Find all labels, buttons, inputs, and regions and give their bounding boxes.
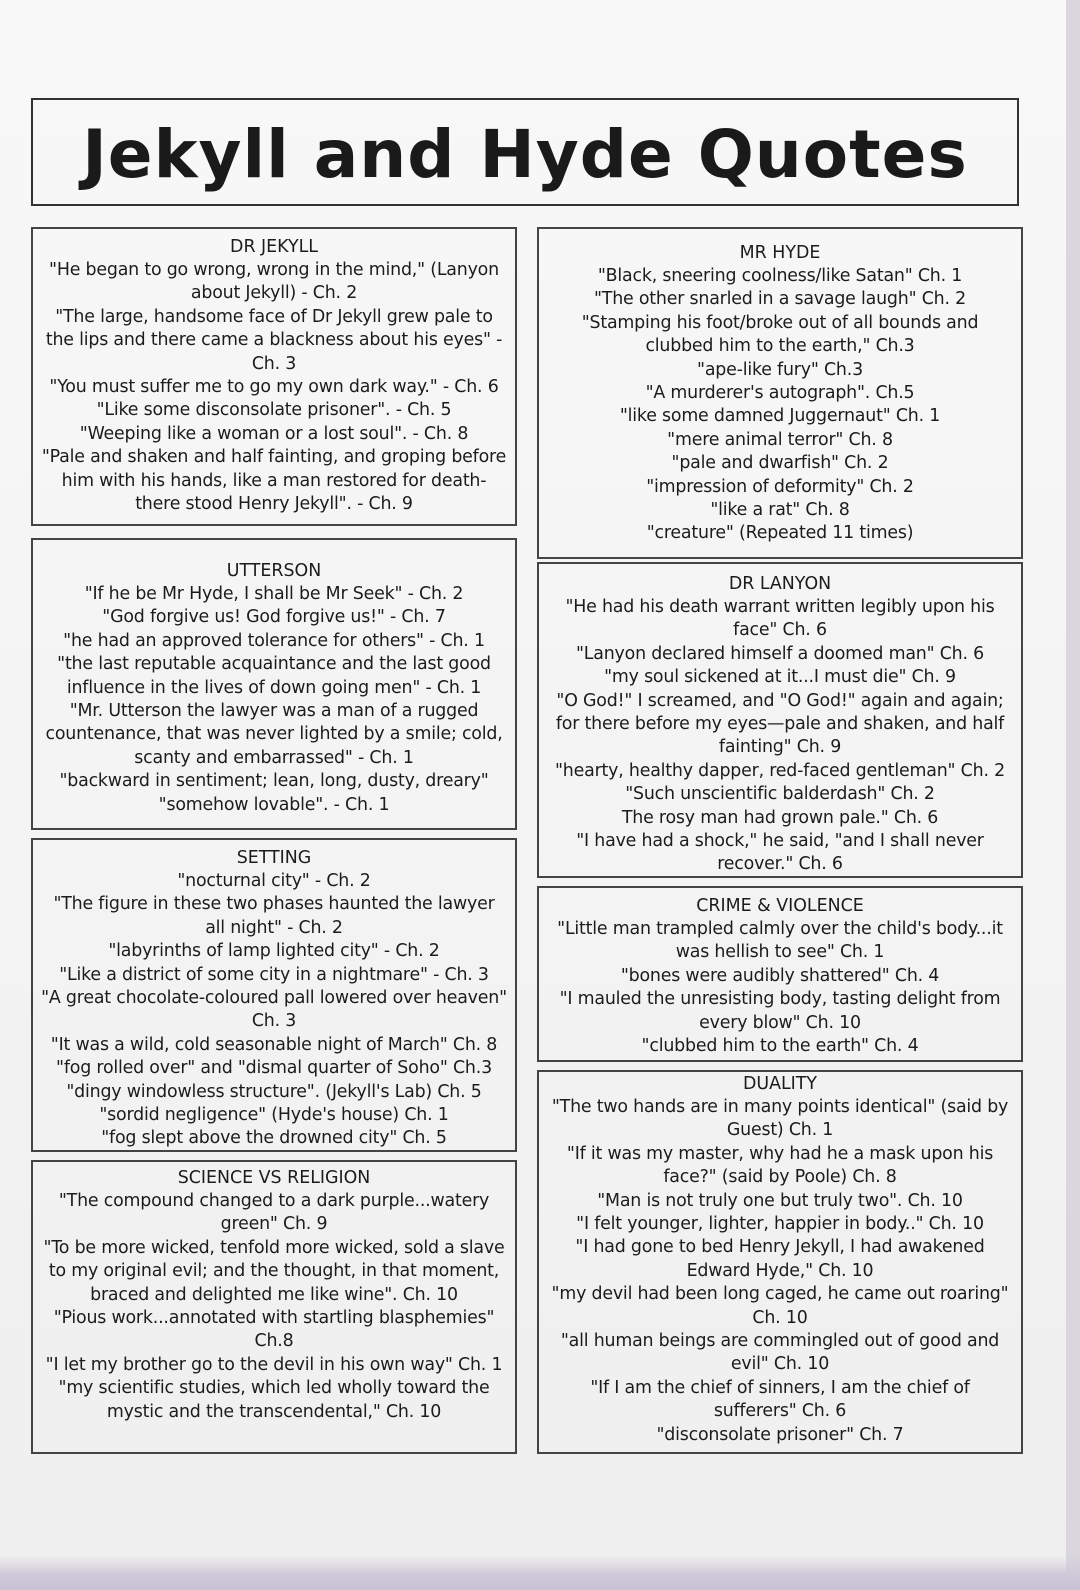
quote-line: "The two hands are in many points identical" (said by Guest) Ch. 1: [551, 1097, 1009, 1141]
quote-line: "Stamping his foot/broke out of all bounds and clubbed him to the earth," Ch.3: [581, 312, 979, 357]
section-heading: UTTERSON: [226, 561, 322, 581]
quote-line: "dingy windowless structure". (Jekyll's Lab) Ch. 5: [66, 1081, 482, 1102]
quote-line: "It was a wild, cold seasonable night of March" Ch. 8: [50, 1034, 498, 1055]
quote-line: "fog rolled over" and "dismal quarter of Soho" Ch.3: [56, 1058, 492, 1079]
section-mr-hyde: [537, 227, 1023, 559]
quote-line: "Lanyon declared himself a doomed man" Ch. 6: [575, 643, 985, 664]
quote-line: "mere animal terror" Ch. 8: [667, 429, 893, 450]
quote-line: "I had gone to bed Henry Jekyll, I had awakened Edward Hyde," Ch. 10: [575, 1237, 985, 1281]
quote-line: "somehow lovable". - Ch. 1: [158, 794, 390, 815]
page-title: Jekyll and Hyde Quotes: [82, 115, 968, 193]
quote-line: "To be more wicked, tenfold more wicked, sold a slave to my original evil; and the thought, in that moment, braced and delighted me like wine". Ch. 10: [43, 1237, 505, 1305]
quote-line: "The compound changed to a dark purple...watery green" Ch. 9: [58, 1191, 490, 1235]
page-bottom-shadow: [0, 1555, 1080, 1590]
quote-line: "O God!" I screamed, and "O God!" again and again; for there before my eyes—pale and shaken, and half fainting" Ch. 9: [555, 690, 1005, 758]
quote-line: "Like a district of some city in a nightmare" - Ch. 3: [59, 964, 489, 985]
quote-line: "The figure in these two phases haunted the lawyer all night" - Ch. 2: [53, 894, 495, 938]
quote-line: "Pious work...annotated with startling blasphemies" Ch.8: [53, 1308, 495, 1352]
section-dr-lanyon: [537, 562, 1023, 878]
quote-line: "I have had a shock," he said, "and I shall never recover." Ch. 6: [576, 831, 984, 875]
quote-line: "ape-like fury" Ch.3: [697, 359, 863, 380]
quote-line: "The other snarled in a savage laugh" Ch. 2: [594, 289, 966, 310]
quote-line: "my soul sickened at it...I must die" Ch. 9: [604, 667, 956, 688]
quote-line: "If he be Mr Hyde, I shall be Mr Seek" - Ch. 2: [84, 584, 464, 604]
quote-line: The rosy man had grown pale." Ch. 6: [621, 807, 939, 828]
section-dr-jekyll: [31, 227, 517, 526]
quote-line: "backward in sentiment; lean, long, dusty, dreary": [59, 771, 489, 792]
section-heading: CRIME & VIOLENCE: [696, 896, 864, 916]
quote-line: "God forgive us! God forgive us!" - Ch. 7: [102, 607, 446, 628]
quote-line: "A murderer's autograph". Ch.5: [645, 383, 915, 404]
quote-line: "Mr. Utterson the lawyer was a man of a rugged countenance, that was never lighted by a smile; cold, scanty and embarrassed" - Ch. 1: [45, 701, 503, 768]
title-box: [31, 98, 1019, 206]
quote-line: "I felt younger, lighter, happier in body.." Ch. 10: [576, 1214, 984, 1235]
quote-line: "impression of deformity" Ch. 2: [646, 476, 914, 497]
quote-line: "clubbed him to the earth" Ch. 4: [641, 1036, 919, 1057]
quote-line: "He began to go wrong, wrong in the mind," (Lanyon about Jekyll) - Ch. 2: [49, 260, 499, 304]
section-heading: SCIENCE VS RELIGION: [177, 1168, 371, 1188]
quote-line: "bones were audibly shattered" Ch. 4: [620, 965, 940, 986]
quote-line: "He had his death warrant written legibly upon his face" Ch. 6: [565, 597, 995, 641]
quote-line: "the last reputable acquaintance and the last good influence in the lives of down going men" - Ch. 1: [57, 654, 491, 698]
section-heading: MR HYDE: [739, 243, 821, 263]
quote-line: "The large, handsome face of Dr Jekyll grew pale to the lips and there came a blackness about his eyes" - Ch. 3: [45, 306, 503, 374]
quote-line: "Black, sneering coolness/like Satan" Ch. 1: [597, 266, 963, 286]
quote-line: "Like some disconsolate prisoner". - Ch. 5: [96, 400, 452, 421]
quote-line: "sordid negligence" (Hyde's house) Ch. 1: [99, 1105, 449, 1126]
quote-line: "I let my brother go to the devil in his own way" Ch. 1: [45, 1354, 503, 1375]
quote-line: "Weeping like a woman or a lost soul". - Ch. 8: [79, 423, 469, 444]
quote-line: "my scientific studies, which led wholly toward the mystic and the transcendental," Ch. 10: [58, 1378, 490, 1422]
section-science-vs-religion: [31, 1160, 517, 1454]
section-heading: DR LANYON: [728, 574, 832, 594]
quote-line: "creature" (Repeated 11 times): [646, 523, 914, 544]
quote-line: "disconsolate prisoner" Ch. 7: [656, 1424, 904, 1445]
quote-line: "hearty, healthy dapper, red-faced gentleman" Ch. 2: [555, 760, 1005, 781]
section-heading: DR JEKYLL: [230, 237, 318, 257]
quote-line: "fog slept above the drowned city" Ch. 5: [101, 1128, 447, 1149]
quote-line: "he had an approved tolerance for others" - Ch. 1: [63, 630, 485, 651]
section-utterson: [31, 538, 517, 830]
quote-line: "If it was my master, why had he a mask upon his face?" (said by Poole) Ch. 8: [566, 1143, 994, 1188]
quote-line: "like a rat" Ch. 8: [710, 500, 850, 521]
section-heading: DUALITY: [742, 1074, 818, 1094]
quote-line: "Little man trampled calmly over the child's body...it was hellish to see" Ch. 1: [557, 919, 1003, 963]
section-setting: [31, 838, 517, 1152]
quote-line: "like some damned Juggernaut" Ch. 1: [619, 406, 941, 427]
section-duality: [537, 1070, 1023, 1454]
quote-line: "A great chocolate-coloured pall lowered over heaven" Ch. 3: [41, 988, 507, 1032]
quote-line: "my devil had been long caged, he came out roaring" Ch. 10: [551, 1284, 1009, 1328]
quote-line: "Pale and shaken and half fainting, and groping before him with his hands, like a man restored for death-there stood Henry Jekyll". - Ch. 9: [41, 447, 507, 515]
quote-line: "Man is not truly one but truly two". Ch. 10: [597, 1190, 963, 1211]
quote-line: "I mauled the unresisting body, tasting delight from every blow" Ch. 10: [559, 989, 1001, 1033]
quote-line: "pale and dwarfish" Ch. 2: [671, 453, 889, 474]
quote-line: "all human beings are commingled out of good and evil" Ch. 10: [560, 1331, 1000, 1375]
quote-line: "You must suffer me to go my own dark way." - Ch. 6: [49, 377, 499, 398]
section-crime-violence: [537, 886, 1023, 1062]
quote-line: "If I am the chief of sinners, I am the chief of sufferers" Ch. 6: [590, 1377, 970, 1422]
quote-line: "labyrinths of lamp lighted city" - Ch. 2: [108, 941, 440, 962]
quote-line: "Such unscientific balderdash" Ch. 2: [625, 784, 935, 805]
section-heading: SETTING: [236, 848, 312, 868]
quote-line: "nocturnal city" - Ch. 2: [177, 871, 371, 891]
